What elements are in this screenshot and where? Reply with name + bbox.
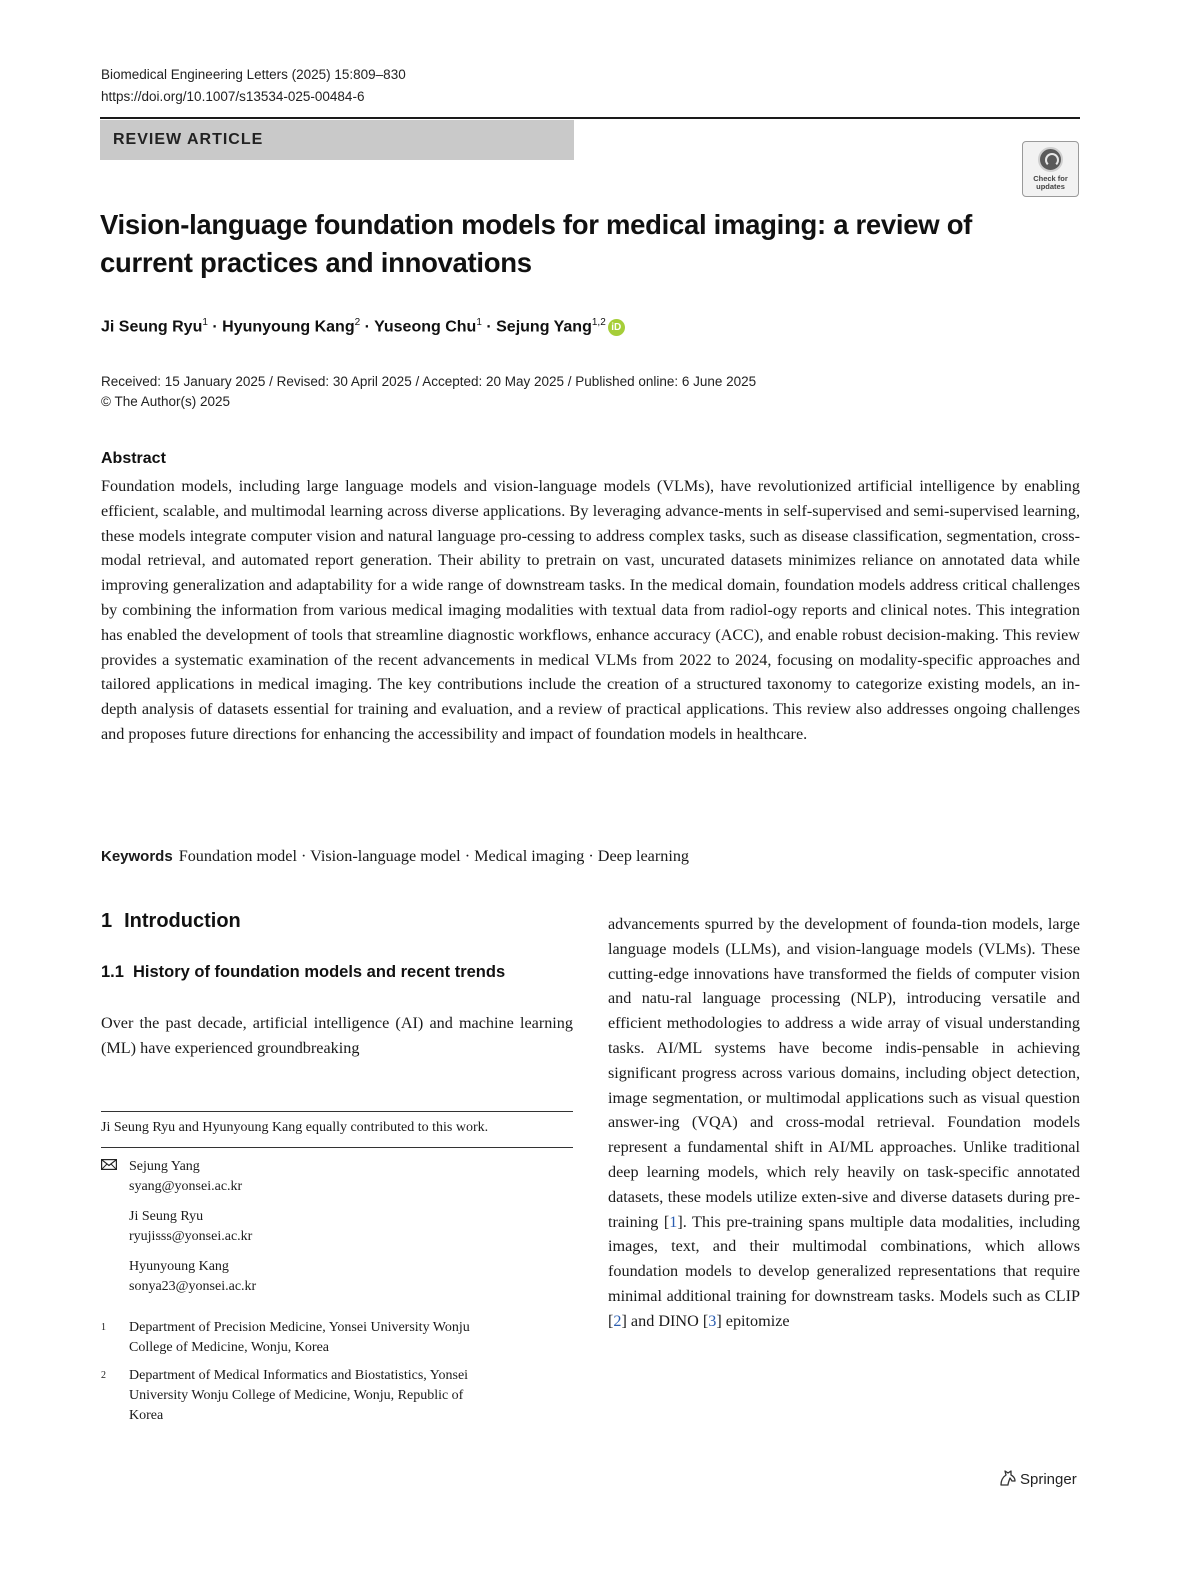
publisher-name: Springer [1020,1471,1077,1488]
abstract-heading: Abstract [101,450,166,467]
contact-name: Ji Seung Ryu [129,1209,204,1224]
copyright: © The Author(s) 2025 [101,394,231,409]
journal-header [101,64,406,108]
right-column-body: advancements spurred by the development of founda-tion models, large language models (LLMs), and vision-language models (VLMs). These cutting-edge innovations have transformed the fields of computer vision and natu-ral language processing (NLP), introducing versatile and efficient methodologies to address a wide array of visual understanding tasks. AI/ML systems have become indis-pensable in achieving significant progress across various domains, including object detection, image segmentation, or multimodal applications such as visual question answer-ing (VQA) and cross-modal retrieval. Foundation models represent a fundamental shift in AI/ML approaches. Unlike traditional deep learning models, which rely heavily on task-specific annotated datasets, these models utilize exten-sive and diverse datasets during pre-training [1]. This pre-training spans multiple data modalities, including images, text, and their multimodal combinations, which allows foundation models to develop generalized representations that require minimal additional training for downstream tasks. Models such as CLIP [2] and DINO [3] epitomize [608,915,1080,1330]
contact-name: Sejung Yang [129,1159,200,1174]
subsection-heading: 1.1 History of foundation models and recent trends [101,963,506,981]
author-list: Ji Seung Ryu$^1$ · Hyunyoung Kang$^2$ · Yuseong Chu$^1$ · Sejung Yang$^{1,2}$ iD [101,311,625,339]
affiliation: Department of Medical Informatics and Biostatistics, Yonsei University Wonju College of Medicine, Wonju, Republic of Korea [129,1368,469,1423]
author-name[interactable]: Sejung Yang [496,318,592,336]
author-name[interactable]: Hyunyoung Kang [222,318,355,336]
section-heading: 1 Introduction [101,910,241,932]
check-for-updates-icon [1038,147,1063,172]
citation-link[interactable]: 2 [613,1311,622,1330]
header-rule [100,117,1080,119]
publisher-logo [998,1469,1077,1491]
citation-link[interactable]: 3 [708,1311,717,1330]
keywords-list: Foundation model · Vision-language model · Medical imaging · Deep learning [178,847,690,865]
journal-citation: Biomedical Engineering Letters (2025) 15:809–830 [101,67,406,82]
footnote-divider [101,1111,573,1112]
correspondence-block [129,1157,256,1297]
equal-contribution-note: Ji Seung Ryu and Hyunyoung Kang equally contributed to this work. [101,1120,489,1135]
affiliation: Department of Precision Medicine, Yonsei University Wonju College of Medicine, Wonju, Korea [129,1320,470,1355]
date-history: Received: 15 January 2025 / Revised: 30 April 2025 / Accepted: 20 May 2025 / Published online: 6 June 2025 [101,374,757,389]
abstract-text: Foundation models, including large language models and vision-language models (VLMs), have revolutionized artificial intelligence by enabling efficient, scalable, and multimodal learning across diverse applications. By leveraging advance-ments in self-supervised and semi-supervised learning, these models integrate computer vision and natural language pro-cessing to address complex tasks, such as disease classification, segmentation, cross-modal retrieval, and automated report generation. Their ability to pretrain on vast, uncurated datasets minimizes reliance on annotated data while improving generalization and adaptability for a wide range of downstream tasks. In the medical domain, foundation models address critical challenges by combining the information from various medical imaging modalities with textual data from radiol-ogy reports and clinical notes. This integration has enabled the development of tools that streamline diagnostic workflows, enhance accuracy (ACC), and enable robust decision-making. This review provides a systematic examination of the recent advancements in medical VLMs from 2022 to 2024, focusing on modality-specific approaches and tailored applications in medical imaging. The key contributions include the creation of a structured taxonomy to categorize existing models, an in-depth analysis of datasets essential for training and evaluation, and a review of practical applications. This review also addresses ongoing challenges and proposes future directions for enhancing the accessibility and impact of foundation models in healthcare. [101,477,1080,743]
author-name[interactable]: Ji Seung Ryu [101,318,203,336]
envelope-icon [101,1159,117,1170]
contact-email[interactable]: ryujisss@yonsei.ac.kr [129,1229,253,1244]
springer-horse-icon [998,1469,1017,1487]
left-column-body: Over the past decade, artificial intelligence (AI) and machine learning (ML) have experienced groundbreaking [101,1014,573,1058]
publication-dates [101,372,756,412]
doi-link[interactable]: https://doi.org/10.1007/s13534-025-00484-6 [101,89,365,104]
article-type-banner: REVIEW ARTICLE [100,120,574,160]
contact-email[interactable]: syang@yonsei.ac.kr [129,1179,243,1194]
affiliation-number: 2 [101,1370,106,1381]
article-title: Vision-language foundation models for medical imaging: a review of current practices and innovations [100,209,973,278]
keywords-label: Keywords [101,848,173,865]
check-for-updates-button[interactable]: Check for updates [1022,141,1079,197]
author-name[interactable]: Yuseong Chu [374,318,477,336]
affiliation-number: 1 [101,1322,106,1333]
keywords [101,844,689,869]
contact-email[interactable]: sonya23@yonsei.ac.kr [129,1279,257,1294]
orcid-icon[interactable]: iD [608,319,625,336]
citation-link[interactable]: 1 [669,1212,678,1231]
contact-name: Hyunyoung Kang [129,1259,229,1274]
footnote-divider [101,1147,573,1148]
